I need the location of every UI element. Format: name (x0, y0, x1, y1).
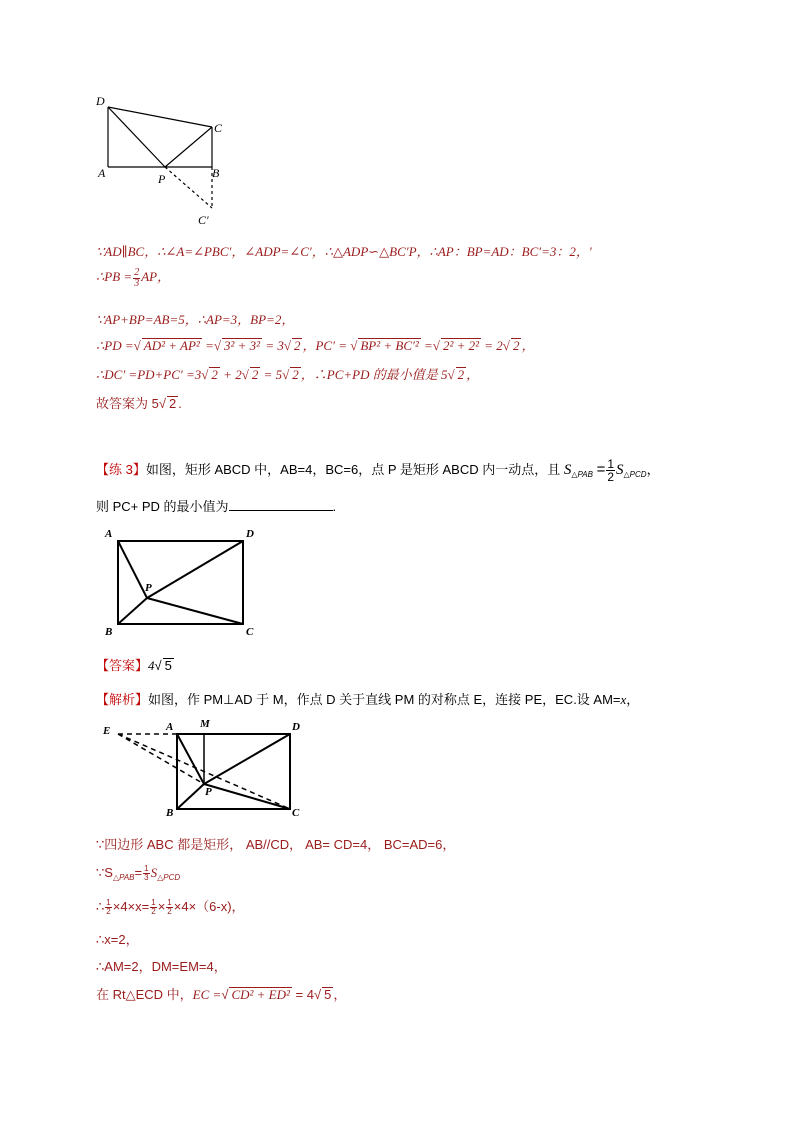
sol1-line4 (96, 335, 534, 354)
sol2-line1: ∵四边形 ABC 都是矩形， AB//CD， AB= CD=4， BC=AD=6， (96, 837, 456, 852)
analysis-text: 如图，作 PM⊥AD 于 M，作点 D 关于直线 PM 的对称点 E，连接 PE，EC.设 AM= (148, 692, 621, 707)
exercise-3-question (96, 458, 660, 483)
fig3-label-d: D (292, 721, 300, 733)
sol1-fraction (133, 268, 140, 289)
sqrt-icon: √ (241, 367, 249, 382)
t: = 5 (263, 367, 283, 382)
t: ∴DC′ =PD+PC′ =3 (96, 367, 202, 382)
radicand: 5 (164, 658, 172, 673)
sqrt-icon: √ (133, 338, 141, 353)
figure-2 (100, 525, 270, 645)
sqrt-icon: √ (447, 367, 455, 382)
t: × (157, 899, 166, 914)
frac-den: 2 (607, 470, 615, 484)
sqrt-icon: √ (213, 338, 221, 353)
radicand: 2 (168, 396, 177, 411)
answer-tag: 【答案】 (96, 658, 149, 673)
radicand: 5 (324, 987, 332, 1002)
sol1-line6 (96, 393, 182, 412)
t: ， (521, 338, 535, 353)
t: . (178, 396, 182, 411)
frac-num: 1 (167, 898, 172, 908)
frac-den: 3 (134, 277, 140, 289)
fig1-label-c: C (214, 121, 223, 135)
t: + 2 (223, 367, 242, 382)
t: = (205, 338, 214, 353)
t: S (616, 461, 624, 478)
fig2-label-b: B (105, 626, 113, 638)
frac-num: 1 (151, 898, 156, 908)
ex3-fraction (606, 458, 615, 483)
t: ， (333, 987, 347, 1002)
frac (105, 899, 111, 916)
frac-den: 2 (167, 907, 172, 917)
t: ，∴PC+PD 的最小值是 5 (300, 367, 448, 382)
sqrt-icon: √ (154, 658, 162, 673)
frac-num: 1 (144, 864, 149, 874)
answer-blank[interactable] (229, 498, 333, 511)
sqrt-icon: √ (158, 396, 166, 411)
figure-1 (90, 90, 250, 235)
frac (166, 899, 172, 916)
sol2-line3 (96, 896, 245, 916)
radicand: 2 (457, 367, 465, 382)
t: ，PC′ = (302, 338, 347, 353)
t: ∵S (96, 865, 113, 880)
t: △PCD (623, 469, 647, 479)
fig2-label-d: D (246, 528, 254, 540)
fig1-label-cprime: C′ (198, 213, 209, 227)
fig3-label-b: B (166, 807, 174, 819)
t: ∴ (96, 899, 105, 914)
fig3-label-a: A (166, 721, 174, 733)
fig2-label-p: P (145, 582, 152, 594)
sqrt-icon: √ (201, 367, 209, 382)
t: = 3 (265, 338, 284, 353)
sqrt-icon: √ (432, 338, 440, 353)
t: 在 Rt△ECD 中， (96, 987, 193, 1002)
fig1-label-p: P (158, 172, 166, 186)
frac-den: 2 (151, 907, 156, 917)
sqrt-icon: √ (350, 338, 358, 353)
fig2-label-a: A (105, 528, 113, 540)
radicand: CD² + ED² (231, 987, 290, 1002)
analysis-tag: 【解析】 (96, 692, 149, 707)
fig3-label-e: E (103, 725, 111, 737)
t: x (620, 692, 627, 707)
fig3-label-c: C (292, 807, 300, 819)
sol2-fraction (143, 865, 149, 882)
t: . (332, 499, 337, 514)
sqrt-icon: √ (283, 338, 291, 353)
sol1-line2-post: AP， (141, 269, 171, 284)
fig3-label-m: M (200, 718, 210, 730)
t: △PAB (112, 873, 135, 882)
radicand: 2 (251, 367, 259, 382)
sol1-line3: ∵AP+BP=AB=5，∴AP=3，BP=2， (96, 312, 295, 327)
radicand: 2² + 2² (442, 338, 480, 353)
fig1-label-d: D (96, 94, 105, 108)
t: △PAB (571, 469, 593, 479)
t: EC = (192, 987, 222, 1002)
frac (150, 899, 156, 916)
frac-den: 3 (144, 873, 149, 883)
t: 则 PC+ PD 的最小值为 (96, 499, 229, 514)
sol2-line2 (96, 865, 180, 882)
t: 故答案为 5 (96, 396, 159, 411)
sol2-line6 (96, 984, 346, 1003)
frac-den: 2 (106, 907, 111, 917)
t: ×4×x= (112, 899, 150, 914)
sol2-line5: ∴AM=2，DM=EM=4， (96, 959, 227, 974)
radicand: BP² + BC′² (360, 338, 419, 353)
sol1-line2-pre: ∴PB = (96, 269, 133, 284)
radicand: 2 (512, 338, 520, 353)
t: ， (646, 461, 660, 477)
fig1-label-a: A (98, 166, 106, 180)
radicand: 2 (293, 338, 301, 353)
t: ， (466, 367, 480, 382)
t: S (150, 865, 158, 880)
radicand: 3² + 3² (223, 338, 261, 353)
answer-coef: 4 (148, 658, 155, 673)
sqrt-icon: √ (221, 987, 229, 1002)
frac-num: 1 (106, 898, 111, 908)
sol2-line4: ∴x=2， (96, 932, 139, 947)
sqrt-icon: √ (313, 987, 322, 1002)
radicand: 2 (292, 367, 299, 382)
t: S (563, 461, 572, 478)
t: = (424, 338, 433, 353)
fig3-label-p: P (205, 786, 212, 798)
radicand: AD² + AP² (143, 338, 200, 353)
fig1-label-b: B (212, 166, 220, 180)
t: = 4 (295, 987, 314, 1002)
answer-line (96, 655, 174, 674)
exercise-3-line2 (96, 496, 336, 515)
sol1-line1: ∵AD∥BC，∴∠A=∠PBC′，∠ADP=∠C′，∴△ADP∽△BC′P，∴AP：BP=AD：BC′=3：2，′ (96, 244, 592, 259)
exercise-tag: 【练 3】 (96, 461, 146, 477)
frac-num: 2 (134, 266, 140, 278)
exercise-text: 如图，矩形 ABCD 中，AB=4，BC=6，点 P 是矩形 ABCD 内一动点，且 (145, 461, 561, 477)
t: = 2 (484, 338, 503, 353)
t: ×4×（6-x)， (173, 899, 245, 914)
radicand: 2 (211, 367, 218, 382)
sqrt-icon: √ (282, 367, 290, 382)
sqrt-icon: √ (502, 338, 510, 353)
t: = (596, 460, 606, 478)
t: = (134, 865, 143, 880)
fig2-label-c: C (246, 626, 254, 638)
analysis-line (96, 689, 639, 708)
t: ∴PD = (96, 338, 134, 353)
figure-3 (100, 718, 310, 823)
t: ， (626, 692, 640, 707)
t: △PCD (157, 873, 181, 882)
frac-num: 1 (607, 457, 615, 471)
sol1-line5 (96, 364, 479, 383)
sol1-line2 (96, 266, 170, 289)
